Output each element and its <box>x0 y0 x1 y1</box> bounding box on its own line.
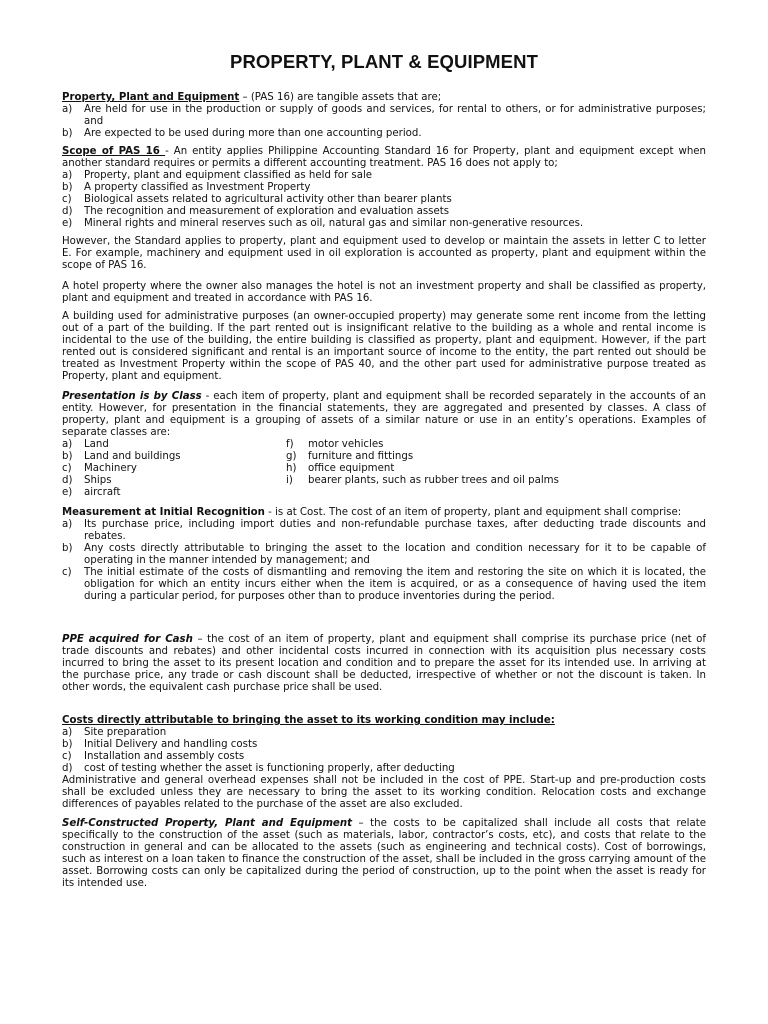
measurement-text: - is at Cost. The cost of an item of property, plant and equipment shall comprise: <box>264 507 682 518</box>
list-text: Its purchase price, including import duties and non-refundable purchase taxes, after deducting trade discounts and rebates. <box>84 519 706 542</box>
list-item <box>62 451 286 463</box>
list-marker: b) <box>62 451 73 462</box>
cash-heading: PPE acquired for Cash <box>62 634 193 645</box>
self-constructed-heading: Self-Constructed Property, Plant and Equipment <box>62 818 352 829</box>
class-examples <box>62 439 706 499</box>
costs-heading: Costs directly attributable to bringing the asset to its working condition may include: <box>62 715 555 726</box>
list-item <box>286 475 706 487</box>
list-item <box>286 463 706 475</box>
list-item <box>62 104 706 128</box>
list-item <box>286 451 706 463</box>
list-marker: f) <box>286 439 294 450</box>
however-paragraph: However, the Standard applies to property, plant and equipment used to develop or maintain the assets in letter C to letter E. For example, machinery and equipment used in oil exploration is accounted as property, plant and equipment within the scope of PAS 16. <box>62 236 706 271</box>
list-marker: d) <box>62 206 73 217</box>
list-text: Biological assets related to agricultural activity other than bearer plants <box>84 194 452 205</box>
list-text: Installation and assembly costs <box>84 751 245 762</box>
class-list-left <box>62 439 286 499</box>
list-marker: b) <box>62 543 73 554</box>
list-text: cost of testing whether the asset is functioning properly, after deducting <box>84 763 455 774</box>
list-marker: a) <box>62 727 73 738</box>
list-text: Machinery <box>84 463 137 474</box>
list-item <box>62 128 706 140</box>
list-item <box>62 487 286 499</box>
list-marker: c) <box>62 567 72 578</box>
list-marker: i) <box>286 475 293 486</box>
scope-intro <box>62 146 706 170</box>
list-text: Land and buildings <box>84 451 181 462</box>
list-item <box>62 170 706 182</box>
hotel-paragraph: A hotel property where the owner also manages the hotel is not an investment property and shall be classified as property, plant and equipment and treated in accordance with PAS 16. <box>62 281 706 304</box>
list-text: Are expected to be used during more than one accounting period. <box>84 128 422 139</box>
cash-text: – the cost of an item of property, plant and equipment shall comprise its purchase price (net of trade discounts and rebates) and other incidental costs incurred in connection with its acquisition plus necessary costs incurred to bring the asset to its present location and condition and to prepare the asset for its intended use. In arriving at the purchase price, any trade or cash discount shall be deducted, irrespective of whether or not the discount is taken. In other words, the equivalent cash purchase price shall be used. <box>62 634 706 693</box>
costs-exclusions: Administrative and general overhead expenses shall not be included in the cost of PPE. Start-up and pre-production costs shall be excluded unless they are necessary to bring the asset to its working condition. Relocation costs and exchange differences of payables related to the purchase of the asset are also excluded. <box>62 775 706 810</box>
list-text: Mineral rights and mineral reserves such as oil, natural gas and similar non-generative resources. <box>84 218 584 229</box>
list-marker: d) <box>62 763 73 774</box>
page-title: PROPERTY, PLANT & EQUIPMENT <box>230 51 538 72</box>
presentation-intro <box>62 391 706 439</box>
scope-text: - An entity applies Philippine Accounting Standard 16 for Property, plant and equipment except when another standard requires or permits a different accounting treatment. PAS 16 does not apply to; <box>62 146 707 169</box>
list-marker: a) <box>62 439 73 450</box>
list-item <box>62 519 706 543</box>
list-item <box>62 475 286 487</box>
list-item <box>62 194 706 206</box>
list-marker: b) <box>62 739 73 750</box>
list-marker: a) <box>62 170 73 181</box>
list-marker: h) <box>286 463 297 474</box>
definition-text: – (PAS 16) are tangible assets that are; <box>239 92 442 103</box>
cash-paragraph <box>62 634 706 694</box>
list-text: Property, plant and equipment classified as held for sale <box>84 170 373 181</box>
list-item <box>62 763 706 775</box>
list-item <box>62 727 706 739</box>
definition-intro <box>62 92 706 104</box>
measurement-section <box>62 507 706 603</box>
self-constructed-text: – the costs to be capitalized shall include all costs that relate specifically to the construction of the asset (such as materials, labor, contractor’s costs, etc), and costs that relate to the construction in general and can be allocated to the assets (such as engineering and technical costs). Cost of borrowings, such as interest on a loan taken to finance the construction of the asset, shall be included in the gross carrying amount of the asset. Borrowing costs can only be capitalized during the period of construction, up to the point when the asset is ready for its intended use. <box>62 818 706 889</box>
scope-heading: Scope of PAS 16 <box>62 146 166 157</box>
list-marker: e) <box>62 218 73 229</box>
measurement-intro <box>62 507 706 519</box>
list-text: bearer plants, such as rubber trees and oil palms <box>308 475 559 486</box>
list-item <box>62 739 706 751</box>
list-marker: g) <box>286 451 297 462</box>
list-marker: c) <box>62 463 72 474</box>
list-marker: d) <box>62 475 73 486</box>
list-text: Initial Delivery and handling costs <box>84 739 258 750</box>
list-text: furniture and fittings <box>308 451 414 462</box>
list-text: A property classified as Investment Property <box>84 182 311 193</box>
costs-section <box>62 715 706 811</box>
list-item <box>62 218 706 230</box>
list-text: Site preparation <box>84 727 167 738</box>
list-text: office equipment <box>308 463 395 474</box>
list-item <box>62 751 706 763</box>
definition-section <box>62 92 706 140</box>
list-item <box>62 439 286 451</box>
list-item <box>62 567 706 603</box>
list-item <box>62 543 706 567</box>
list-text: Land <box>84 439 109 450</box>
list-marker: a) <box>62 104 73 115</box>
list-marker: b) <box>62 128 73 139</box>
list-marker: c) <box>62 751 72 762</box>
list-item <box>62 463 286 475</box>
list-text: motor vehicles <box>308 439 384 450</box>
list-text: Ships <box>84 475 112 486</box>
list-text: Are held for use in the production or supply of goods and services, for rental to others, or for administrative purposes; and <box>84 104 706 127</box>
list-text: The initial estimate of the costs of dismantling and removing the item and restoring the site on which it is located, the obligation for which an entity incurs either when the item is acquired, or as a consequence of having used the item during a particular period, for purposes other than to produce inventories during the period. <box>84 567 706 602</box>
building-paragraph: A building used for administrative purposes (an owner-occupied property) may generate some rent income from the letting out of a part of the building. If the part rented out is insignificant relative to the building as a whole and rental income is incidental to the use of the building, the entire building is classified as property, plant and equipment. However, if the part rented out is considered significant and rental is an important source of income to the entity, the part rented out should be treated as Investment Property within the scope of PAS 40, and the other part used for administrative purpose treated as Property, plant and equipment. <box>62 311 706 382</box>
definition-heading: Property, Plant and Equipment <box>62 92 240 103</box>
presentation-section <box>62 391 706 499</box>
class-list-right <box>286 439 706 499</box>
list-item <box>286 439 706 451</box>
list-item <box>62 206 706 218</box>
scope-section <box>62 146 706 230</box>
list-marker: e) <box>62 487 73 498</box>
presentation-text: - each item of property, plant and equipment shall be recorded separately in the accounts of an entity. However, for presentation in the financial statements, they are aggregated and presented by classes. A class of property, plant and equipment is a grouping of assets of a similar nature or use in an entity’s operations. Examples of separate classes are: <box>62 391 707 438</box>
list-text: Any costs directly attributable to bringing the asset to the location and condition necessary for it to be capable of operating in the manner intended by management; and <box>84 543 706 566</box>
presentation-heading: Presentation is by Class <box>62 391 202 402</box>
list-marker: a) <box>62 519 73 530</box>
list-item <box>62 182 706 194</box>
self-constructed-paragraph <box>62 818 706 890</box>
list-text: aircraft <box>84 487 121 498</box>
list-marker: c) <box>62 194 72 205</box>
measurement-heading: Measurement at Initial Recognition <box>62 507 265 518</box>
list-text: The recognition and measurement of exploration and evaluation assets <box>84 206 450 217</box>
list-marker: b) <box>62 182 73 193</box>
